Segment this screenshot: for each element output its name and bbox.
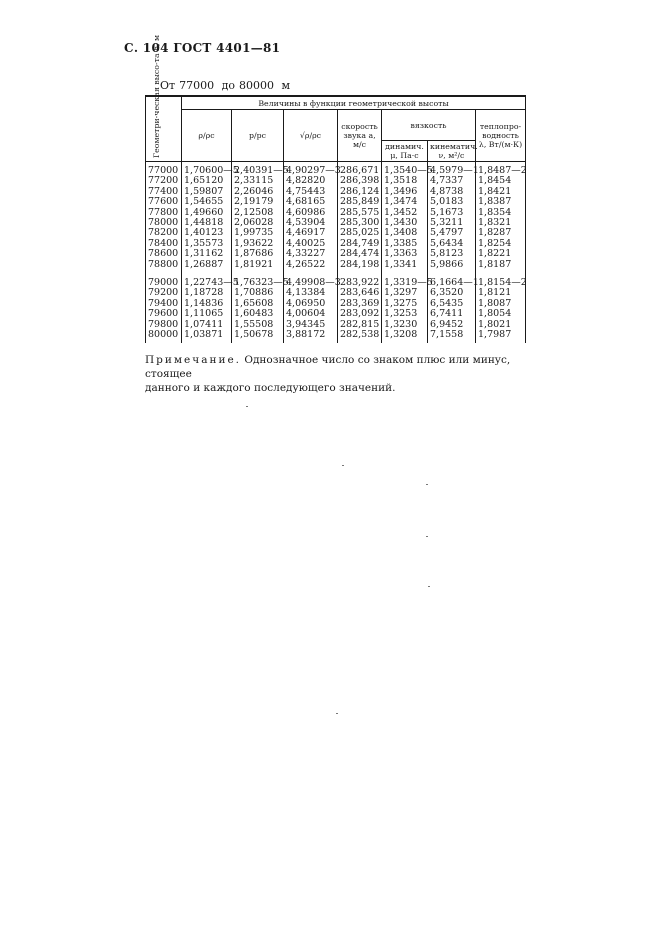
- value-cell: 2,40391—5: [232, 162, 284, 177]
- value-cell: 1,22743—5: [182, 278, 232, 288]
- value-cell: 1,70600—5: [182, 162, 232, 177]
- value-cell: 1,55508: [232, 320, 284, 330]
- value-cell: 1,7987: [476, 330, 526, 342]
- value-cell: 1,93622: [232, 239, 284, 249]
- value-cell: 1,26887: [182, 260, 232, 270]
- value-cell: 1,59807: [182, 187, 232, 197]
- value-cell: 282,815: [338, 320, 382, 330]
- value-cell: 4,06950: [284, 299, 338, 309]
- value-cell: 1,3253: [382, 309, 428, 319]
- value-cell: 283,369: [338, 299, 382, 309]
- range-label: [160, 79, 294, 92]
- value-cell: 4,46917: [284, 228, 338, 238]
- scan-speck: [246, 406, 248, 407]
- value-cell: 1,8354: [476, 208, 526, 218]
- value-cell: 4,7337: [428, 176, 476, 186]
- value-cell: 5,1673: [428, 208, 476, 218]
- value-cell: 1,8021: [476, 320, 526, 330]
- altitude-cell: 77400: [146, 187, 182, 197]
- value-cell: 1,8221: [476, 249, 526, 259]
- value-cell: 283,092: [338, 309, 382, 319]
- value-cell: 284,749: [338, 239, 382, 249]
- altitude-header: Геометри-ческая высо-та h, м: [151, 34, 161, 158]
- value-cell: 5,8123: [428, 249, 476, 259]
- value-cell: 2,33115: [232, 176, 284, 186]
- value-cell: 285,025: [338, 228, 382, 238]
- value-cell: 1,3430: [382, 218, 428, 228]
- scan-speck: [428, 586, 430, 587]
- value-cell: 4,82820: [284, 176, 338, 186]
- note: [145, 353, 525, 395]
- value-cell: 4,26522: [284, 260, 338, 270]
- value-cell: 1,65120: [182, 176, 232, 186]
- altitude-cell: 78000: [146, 218, 182, 228]
- value-cell: 286,671: [338, 162, 382, 177]
- value-cell: 285,849: [338, 197, 382, 207]
- value-cell: 1,3474: [382, 197, 428, 207]
- value-cell: 1,8154—2: [476, 278, 526, 288]
- value-cell: 1,54655: [182, 197, 232, 207]
- scan-speck: [336, 713, 338, 714]
- scan-speck: [426, 484, 428, 485]
- range-from-word: От: [160, 79, 176, 92]
- value-cell: 1,8487—2: [476, 162, 526, 177]
- altitude-cell: 78400: [146, 239, 182, 249]
- col-kin-header: кинематич. ν, м²/с: [428, 141, 476, 162]
- col-therm-header: теплопро-водность λ, Вт/(м·К): [476, 110, 526, 162]
- value-cell: 4,13384: [284, 288, 338, 298]
- value-cell: 1,11065: [182, 309, 232, 319]
- value-cell: 1,87686: [232, 249, 284, 259]
- value-cell: 283,646: [338, 288, 382, 298]
- range-unit: м: [281, 79, 291, 92]
- value-cell: 286,398: [338, 176, 382, 186]
- value-cell: 1,3518: [382, 176, 428, 186]
- range-to: 80000: [239, 79, 275, 92]
- altitude-cell: 79600: [146, 309, 182, 319]
- value-cell: 4,5979—1: [428, 162, 476, 177]
- value-cell: 1,44818: [182, 218, 232, 228]
- value-cell: 1,03871: [182, 330, 232, 342]
- value-cell: 5,4797: [428, 228, 476, 238]
- value-cell: 285,300: [338, 218, 382, 228]
- value-cell: 1,8254: [476, 239, 526, 249]
- altitude-cell: 80000: [146, 330, 182, 342]
- value-cell: 5,3211: [428, 218, 476, 228]
- scan-speck: [426, 536, 428, 537]
- table-row: [146, 260, 526, 270]
- value-cell: 1,14836: [182, 299, 232, 309]
- value-cell: 5,0183: [428, 197, 476, 207]
- value-cell: 6,7411: [428, 309, 476, 319]
- value-cell: 1,3452: [382, 208, 428, 218]
- value-cell: 4,49908—3: [284, 278, 338, 288]
- value-cell: 6,9452: [428, 320, 476, 330]
- value-cell: 4,8738: [428, 187, 476, 197]
- altitude-cell: 77200: [146, 176, 182, 186]
- value-cell: 1,81921: [232, 260, 284, 270]
- value-cell: 4,75443: [284, 187, 338, 197]
- table-row: [146, 162, 526, 177]
- value-cell: 1,8321: [476, 218, 526, 228]
- value-cell: 1,8387: [476, 197, 526, 207]
- value-cell: 4,40025: [284, 239, 338, 249]
- value-cell: 1,70886: [232, 288, 284, 298]
- col-p-header: p/pс: [232, 110, 284, 162]
- altitude-cell: 79200: [146, 288, 182, 298]
- altitude-cell: 77600: [146, 197, 182, 207]
- scan-speck: [342, 465, 344, 466]
- value-cell: 1,3385: [382, 239, 428, 249]
- value-cell: 1,3341: [382, 260, 428, 270]
- col-rho-header: ρ/ρс: [182, 110, 232, 162]
- col-sound-header: скорость звука a, м/с: [338, 110, 382, 162]
- altitude-cell: 79800: [146, 320, 182, 330]
- range-to-word: до: [221, 79, 236, 92]
- value-cell: 1,8287: [476, 228, 526, 238]
- value-cell: 1,8087: [476, 299, 526, 309]
- value-cell: 1,60483: [232, 309, 284, 319]
- value-cell: 4,00604: [284, 309, 338, 319]
- value-cell: 1,3275: [382, 299, 428, 309]
- table-body: [146, 162, 526, 343]
- value-cell: 5,9866: [428, 260, 476, 270]
- value-cell: 2,19179: [232, 197, 284, 207]
- value-cell: 6,3520: [428, 288, 476, 298]
- value-cell: 1,3319—5: [382, 278, 428, 288]
- value-cell: 286,124: [338, 187, 382, 197]
- value-cell: 285,575: [338, 208, 382, 218]
- value-cell: 1,8121: [476, 288, 526, 298]
- value-cell: 2,06028: [232, 218, 284, 228]
- value-cell: 4,33227: [284, 249, 338, 259]
- value-cell: 1,3363: [382, 249, 428, 259]
- value-cell: 1,49660: [182, 208, 232, 218]
- value-cell: 1,3208: [382, 330, 428, 342]
- col-sqrt-header: √ρ/ρс: [284, 110, 338, 162]
- group-header: Величины в функции геометрической высоты: [182, 96, 526, 110]
- value-cell: 2,26046: [232, 187, 284, 197]
- value-cell: 1,3540—5: [382, 162, 428, 177]
- value-cell: 284,198: [338, 260, 382, 270]
- value-cell: 4,90297—3: [284, 162, 338, 177]
- value-cell: 7,1558: [428, 330, 476, 342]
- value-cell: 3,88172: [284, 330, 338, 342]
- value-cell: 6,5435: [428, 299, 476, 309]
- altitude-cell: 78200: [146, 228, 182, 238]
- value-cell: 1,3297: [382, 288, 428, 298]
- value-cell: 4,53904: [284, 218, 338, 228]
- altitude-cell: 77000: [146, 162, 182, 177]
- value-cell: 284,474: [338, 249, 382, 259]
- table-row: [146, 330, 526, 342]
- altitude-cell: 78600: [146, 249, 182, 259]
- range-from: 77000: [179, 79, 215, 92]
- note-text-2: данного и каждого последующего значений.: [145, 382, 396, 394]
- value-cell: 282,538: [338, 330, 382, 342]
- value-cell: 5,6434: [428, 239, 476, 249]
- value-cell: 1,50678: [232, 330, 284, 342]
- altitude-cell: 79400: [146, 299, 182, 309]
- value-cell: 3,94345: [284, 320, 338, 330]
- value-cell: 1,35573: [182, 239, 232, 249]
- value-cell: 1,76323—5: [232, 278, 284, 288]
- value-cell: 2,12508: [232, 208, 284, 218]
- value-cell: 6,1664—1: [428, 278, 476, 288]
- col-dyn-header: динамич. μ, Па·с: [382, 141, 428, 162]
- note-text: Однозначное число со знаком плюс или минус, стоящее: [145, 354, 511, 380]
- value-cell: 1,8421: [476, 187, 526, 197]
- value-cell: 1,8454: [476, 176, 526, 186]
- value-cell: 1,18728: [182, 288, 232, 298]
- note-label: Примечание.: [145, 354, 242, 366]
- value-cell: 1,8187: [476, 260, 526, 270]
- altitude-cell: 78800: [146, 260, 182, 270]
- altitude-header-cell: [146, 34, 182, 162]
- viscosity-header: вязкость: [382, 110, 476, 141]
- value-cell: 4,68165: [284, 197, 338, 207]
- value-cell: 283,922: [338, 278, 382, 288]
- value-cell: 1,07411: [182, 320, 232, 330]
- value-cell: 1,3496: [382, 187, 428, 197]
- value-cell: 1,3230: [382, 320, 428, 330]
- value-cell: 1,65608: [232, 299, 284, 309]
- value-cell: 1,31162: [182, 249, 232, 259]
- altitude-cell: 79000: [146, 278, 182, 288]
- altitude-cell: 77800: [146, 208, 182, 218]
- value-cell: 1,3408: [382, 228, 428, 238]
- value-cell: 1,99735: [232, 228, 284, 238]
- value-cell: 1,8054: [476, 309, 526, 319]
- value-cell: 4,60986: [284, 208, 338, 218]
- page-header: С. 104 ГОСТ 4401—81: [124, 41, 281, 55]
- value-cell: 1,40123: [182, 228, 232, 238]
